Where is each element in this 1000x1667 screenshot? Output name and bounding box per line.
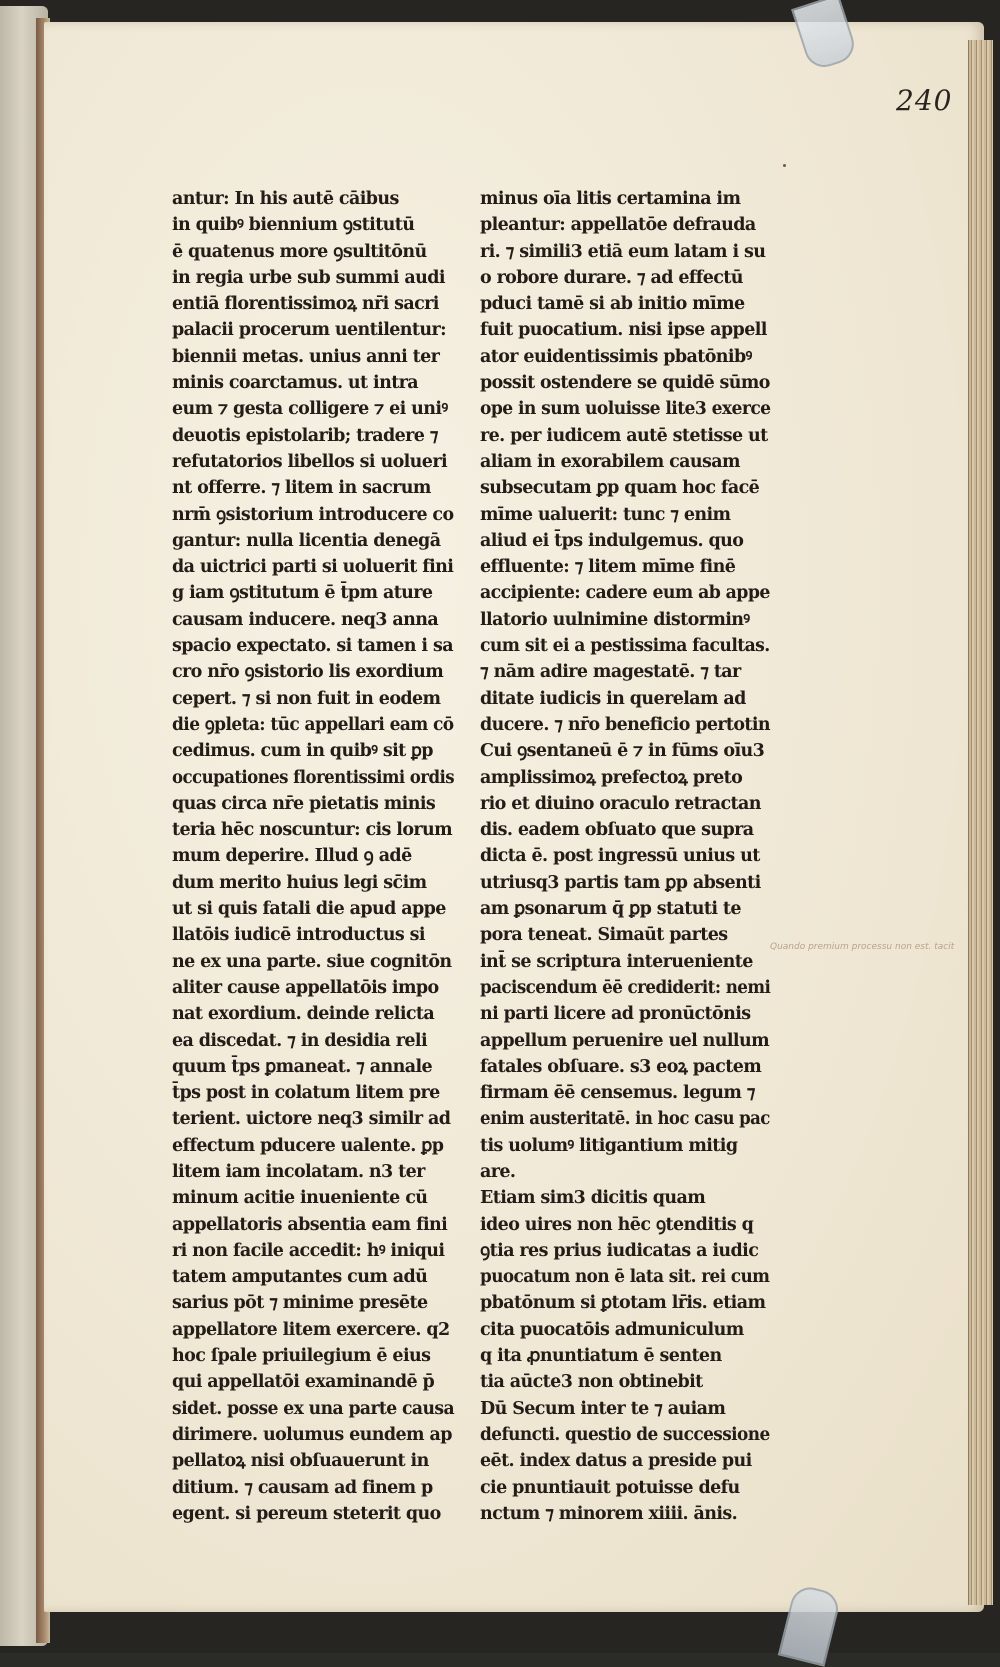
text-line: effluente: ⁊ litem mīme finē <box>480 557 736 578</box>
text-line: pleantur: appellatōe defrauda <box>480 215 756 236</box>
text-line: ut si quis fatali die apud appe <box>172 899 446 920</box>
text-line: cepert. ⁊ si non fuit in eodem <box>172 688 441 709</box>
text-line: fatales obſuare. s3 eoꝝ pactem <box>480 1056 762 1077</box>
text-line: aliud ei t̄ps indulgemus. quo <box>480 530 744 551</box>
text-line: amplissimoꝝ prefectoꝝ preto <box>480 767 743 788</box>
text-line: palacii procerum uentilentur: <box>172 320 446 341</box>
text-line: ri non facile accedit: hꝰ iniqui <box>172 1240 445 1261</box>
text-line: pduci tamē si ab initio mīme <box>480 294 745 315</box>
text-line: enim austeritatē. in hoc casu pac <box>480 1109 770 1130</box>
text-line: rio et diuino oraculo retractan <box>480 793 761 814</box>
text-line: am ꝑsonarum q̄ ꝑp statuti te <box>480 899 741 920</box>
text-line: ne ex una parte. siue cognitōn <box>172 951 452 972</box>
text-line: mīme ualuerit: tunc ⁊ enim <box>480 504 731 525</box>
text-line: cie pnuntiauit potuisse defu <box>480 1477 740 1498</box>
text-line: cum sit ei a pestissima facultas. <box>480 636 770 657</box>
text-line: appellum peruenire uel nullum <box>480 1030 770 1051</box>
text-line: cro nr̄o ꝯsistorio lis exordium <box>172 662 444 683</box>
text-line: paciscendum ēē crediderit: nemi <box>480 977 771 998</box>
text-line: Dū Secum inter te ⁊ auiam <box>480 1398 726 1419</box>
text-line: cita puocatōis admuniculum <box>480 1319 744 1340</box>
left-text-column <box>172 186 454 1527</box>
text-line: defuncti. questio de successione <box>480 1424 770 1445</box>
text-line: occupationes florentissimi ordis <box>172 767 455 788</box>
text-line: dirimere. uolumus eundem ap <box>172 1424 452 1445</box>
ink-dot <box>783 164 786 167</box>
text-line: ⁊ nām adire magestatē. ⁊ tar <box>480 662 741 683</box>
text-line: ꝯtia res prius iudicatas a iudic <box>480 1240 759 1261</box>
text-line: puocatum non ē lata sit. rei cum <box>480 1267 770 1288</box>
text-line: dum merito huius legi sc̄im <box>172 872 427 893</box>
text-line: g iam ꝯstitutum ē t̄pm ature <box>172 583 433 604</box>
text-line: entiā florentissimoꝝ nr̄i sacri <box>172 294 439 315</box>
right-text-column <box>480 186 770 1527</box>
text-line: Etiam sim3 dicitis quam <box>480 1188 706 1209</box>
text-line: hoc ſpale priuilegium ē eius <box>172 1346 431 1367</box>
text-line: ditium. ⁊ causam ad finem p <box>172 1477 433 1498</box>
text-line: o robore durare. ⁊ ad effectū <box>480 267 743 288</box>
text-line: litem iam incolatam. n3 ter <box>172 1161 425 1182</box>
text-line: refutatorios libellos si uolueri <box>172 451 448 472</box>
text-line: llatōis iudicē introductus si <box>172 925 425 946</box>
text-line: minus oīa litis certamina im <box>480 189 741 209</box>
text-line: nat exordium. deinde relicta <box>172 1004 435 1025</box>
text-line: accipiente: cadere eum ab appe <box>480 583 770 604</box>
text-line: utriusq3 partis tam ꝑp absenti <box>480 872 761 893</box>
text-line: eēt. index datus a preside pui <box>480 1451 752 1472</box>
margin-annotation: Quando premium processu non est. tacit <box>770 942 955 952</box>
text-line: llatorio uulnimine distorminꝰ <box>480 609 750 630</box>
text-line: mum deperire. Illud ꝯ adē <box>172 846 412 867</box>
text-line: sidet. posse ex una parte causa <box>172 1398 455 1419</box>
text-line: minum acitie inueniente cū <box>172 1188 428 1209</box>
text-line: fuit puocatium. nisi ipse appell <box>480 320 767 341</box>
text-line: aliter cause appellatōis impo <box>172 977 439 998</box>
text-line: re. per iudicem autē stetisse ut <box>480 425 768 446</box>
text-line: in regia urbe sub summi audi <box>172 267 445 288</box>
text-line: int̄ se scriptura interueniente <box>480 951 753 972</box>
text-line: appellatore litem exercere. q2 <box>172 1319 450 1340</box>
text-line: subsecutam ꝑp quam hoc facē <box>480 478 760 499</box>
text-line: pbatōnum si ꝑtotam lr̄is. etiam <box>480 1293 766 1314</box>
text-line: quum t̄ps ꝑmaneat. ⁊ annale <box>172 1056 433 1077</box>
text-line: tis uolumꝰ litigantium mitig <box>480 1135 738 1156</box>
text-line: nt offerre. ⁊ litem in sacrum <box>172 478 431 499</box>
text-line: eum ⁊ gesta colligere ⁊ ei uniꝰ <box>172 399 448 420</box>
text-line: tia aūcte3 non obtinebit <box>480 1372 703 1393</box>
text-line: ducere. ⁊ nr̄o beneficio pertotin <box>480 714 771 735</box>
text-line: terient. uictore neq3 similr ad <box>172 1109 451 1130</box>
text-line: ditate iudicis in querelam ad <box>480 688 746 709</box>
text-line: die ꝯpleta: tūc appellari eam cō <box>172 714 454 735</box>
text-line: ator euidentissimis pbatōnibꝰ <box>480 346 752 367</box>
text-line: ni parti licere ad pronūctōnis <box>480 1004 751 1025</box>
text-line: aliam in exorabilem causam <box>480 451 740 472</box>
text-line: causam inducere. neq3 anna <box>172 609 439 630</box>
text-line: q ita ꝓnuntiatum ē senten <box>480 1346 722 1367</box>
text-line: ri. ⁊ simili3 etiā eum latam i su <box>480 241 766 262</box>
text-line: Cui ꝯsentaneū ē ⁊ in fūms oīu3 <box>480 741 765 762</box>
text-line: t̄ps post in colatum litem pre <box>172 1083 440 1104</box>
text-line: firmam ēē censemus. legum ⁊ <box>480 1083 755 1104</box>
text-line: tatem amputantes cum adū <box>172 1267 428 1288</box>
text-line: ea discedat. ⁊ in desidia reli <box>172 1030 428 1051</box>
text-line: sarius pōt ⁊ minime presēte <box>172 1293 428 1314</box>
text-line: egent. si pereum steterit quo <box>172 1503 441 1524</box>
text-line: nrm̄ ꝯsistorium introducere co <box>172 504 454 525</box>
text-line: spacio expectato. si tamen i sa <box>172 636 453 657</box>
text-line: qui appellatōi examinandē p̄ <box>172 1372 435 1393</box>
text-line: appellatoris absentia eam fini <box>172 1214 448 1235</box>
text-line: effectum pducere ualente. ꝑp <box>172 1135 444 1156</box>
text-line: are. <box>480 1161 516 1182</box>
text-line: ope in sum uoluisse lite3 exerce <box>480 399 771 420</box>
text-line: dicta ē. post ingressū unius ut <box>480 846 760 867</box>
page-fore-edge <box>968 40 993 1605</box>
text-line: gantur: nulla licentia denegā <box>172 530 441 551</box>
folio-number: 240 <box>896 84 953 117</box>
text-line: minis coarctamus. ut intra <box>172 373 419 394</box>
text-line: antur: In his autē cāibus <box>172 189 399 209</box>
text-line: deuotis epistolarib; tradere ⁊ <box>172 425 438 446</box>
text-line: quas circa nr̄e pietatis minis <box>172 793 436 814</box>
text-line: pora teneat. Simaūt partes <box>480 925 728 946</box>
text-line: biennii metas. unius anni ter <box>172 346 440 367</box>
text-line: teria hēc noscuntur: cis lorum <box>172 820 453 841</box>
text-line: in quibꝰ biennium ꝯstitutū <box>172 215 415 236</box>
text-line: dis. eadem obſuato que supra <box>480 820 754 841</box>
text-line: possit ostendere se quidē sūmo <box>480 373 770 394</box>
text-line: ideo uires non hēc ꝯtenditis q <box>480 1214 754 1235</box>
text-line: ē quatenus more ꝯsultitōnū <box>172 241 427 262</box>
text-line: nctum ⁊ minorem xiiii. ānis. <box>480 1503 738 1524</box>
text-line: da uictrici parti si uoluerit fini <box>172 557 454 578</box>
text-line: pellatoꝝ nisi obſuauerunt in <box>172 1451 429 1472</box>
text-line: cedimus. cum in quibꝰ sit ꝑp <box>172 741 433 762</box>
